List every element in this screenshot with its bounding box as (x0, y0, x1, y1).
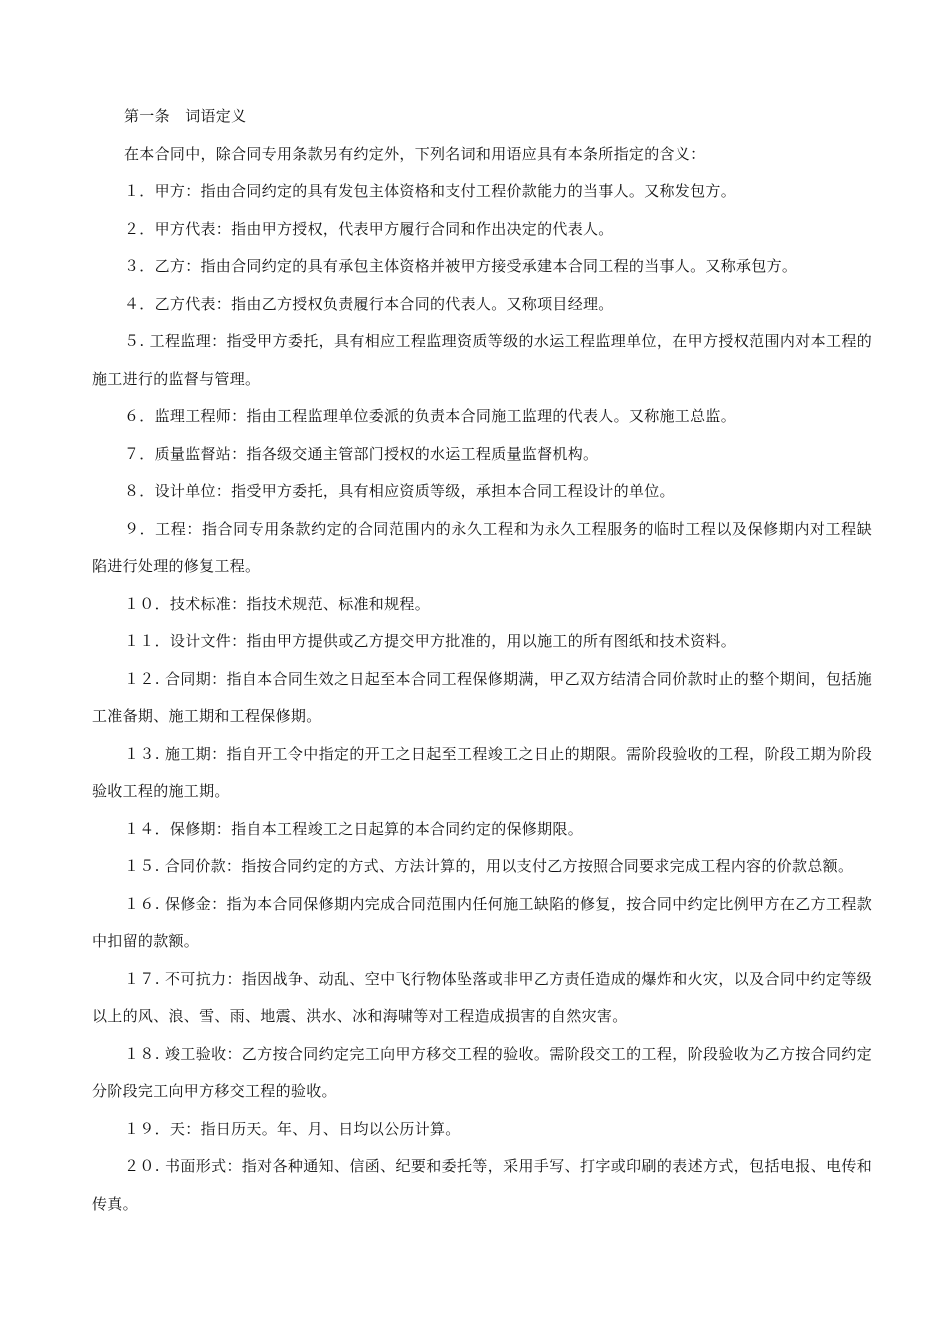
definition-item: １７. 不可抗力：指因战争、动乱、空中飞行物体坠落或非甲乙方责任造成的爆炸和火灾，以及合同中约定等级以上的风、浪、雪、雨、地震、洪水、冰和海啸等对工程造成损害的自然灾害。 (92, 969, 872, 1025)
definition-item: １６. 保修金：指为本合同保修期内完成合同范围内任何施工缺陷的修复，按合同中约定比例甲方在乙方工程款中扣留的款额。 (92, 894, 872, 950)
article-heading: 第一条 词语定义 (124, 107, 247, 125)
definition-item: ６．监理工程师：指由工程监理单位委派的负责本合同施工监理的代表人。又称施工总监。 (124, 407, 737, 425)
definition-item: ２．甲方代表：指由甲方授权，代表甲方履行合同和作出决定的代表人。 (124, 219, 614, 238)
definition-item: ５. 工程监理：指受甲方委托，具有相应工程监理资质等级的水运工程监理单位，在甲方授权范围内对本工程的施工进行的监督与管理。 (92, 332, 872, 388)
definition-item: ８．设计单位：指受甲方委托，具有相应资质等级，承担本合同工程设计的单位。 (124, 482, 675, 500)
definition-item: １９．天：指日历天。年、月、日均以公历计算。 (124, 1119, 461, 1138)
definition-item: ３．乙方：指由合同约定的具有承包主体资格并被甲方接受承建本合同工程的当事人。又称承包方。 (124, 257, 798, 275)
intro-paragraph: 在本合同中，除合同专用条款另有约定外，下列名词和用语应具有本条所指定的含义： (124, 144, 706, 163)
definition-item: ２０. 书面形式：指对各种通知、信函、纪要和委托等，采用手写、打字或印刷的表述方式，包括电报、电传和传真。 (92, 1157, 872, 1213)
definition-item: １１．设计文件：指由甲方提供或乙方提交甲方批准的，用以施工的所有图纸和技术资料。 (124, 632, 737, 650)
definition-item: １８. 竣工验收：乙方按合同约定完工向甲方移交工程的验收。需阶段交工的工程，阶段验收为乙方按合同约定分阶段完工向甲方移交工程的验收。 (92, 1044, 872, 1100)
definition-item: １２. 合同期：指自本合同生效之日起至本合同工程保修期满，甲乙双方结清合同价款时止的整个期间，包括施工准备期、施工期和工程保修期。 (92, 669, 872, 725)
definition-item: １．甲方：指由合同约定的具有发包主体资格和支付工程价款能力的当事人。又称发包方。 (124, 182, 737, 200)
definition-item: １３. 施工期：指自开工令中指定的开工之日起至工程竣工之日止的期限。需阶段验收的工程，阶段工期为阶段验收工程的施工期。 (92, 744, 872, 800)
definition-item: ４．乙方代表：指由乙方授权负责履行本合同的代表人。又称项目经理。 (124, 294, 614, 313)
definition-item: １０．技术标准：指技术规范、标准和规程。 (124, 594, 431, 613)
definition-item: １４．保修期：指自本工程竣工之日起算的本合同约定的保修期限。 (124, 819, 584, 838)
definition-item: ９．工程：指合同专用条款约定的合同范围内的永久工程和为永久工程服务的临时工程以及保修期内对工程缺陷进行处理的修复工程。 (92, 519, 872, 575)
definition-item: ７．质量监督站：指各级交通主管部门授权的水运工程质量监督机构。 (124, 444, 599, 463)
document-body (92, 98, 872, 1223)
definition-item: １５. 合同价款：指按合同约定的方式、方法计算的，用以支付乙方按照合同要求完成工程内容的价款总额。 (124, 857, 854, 875)
